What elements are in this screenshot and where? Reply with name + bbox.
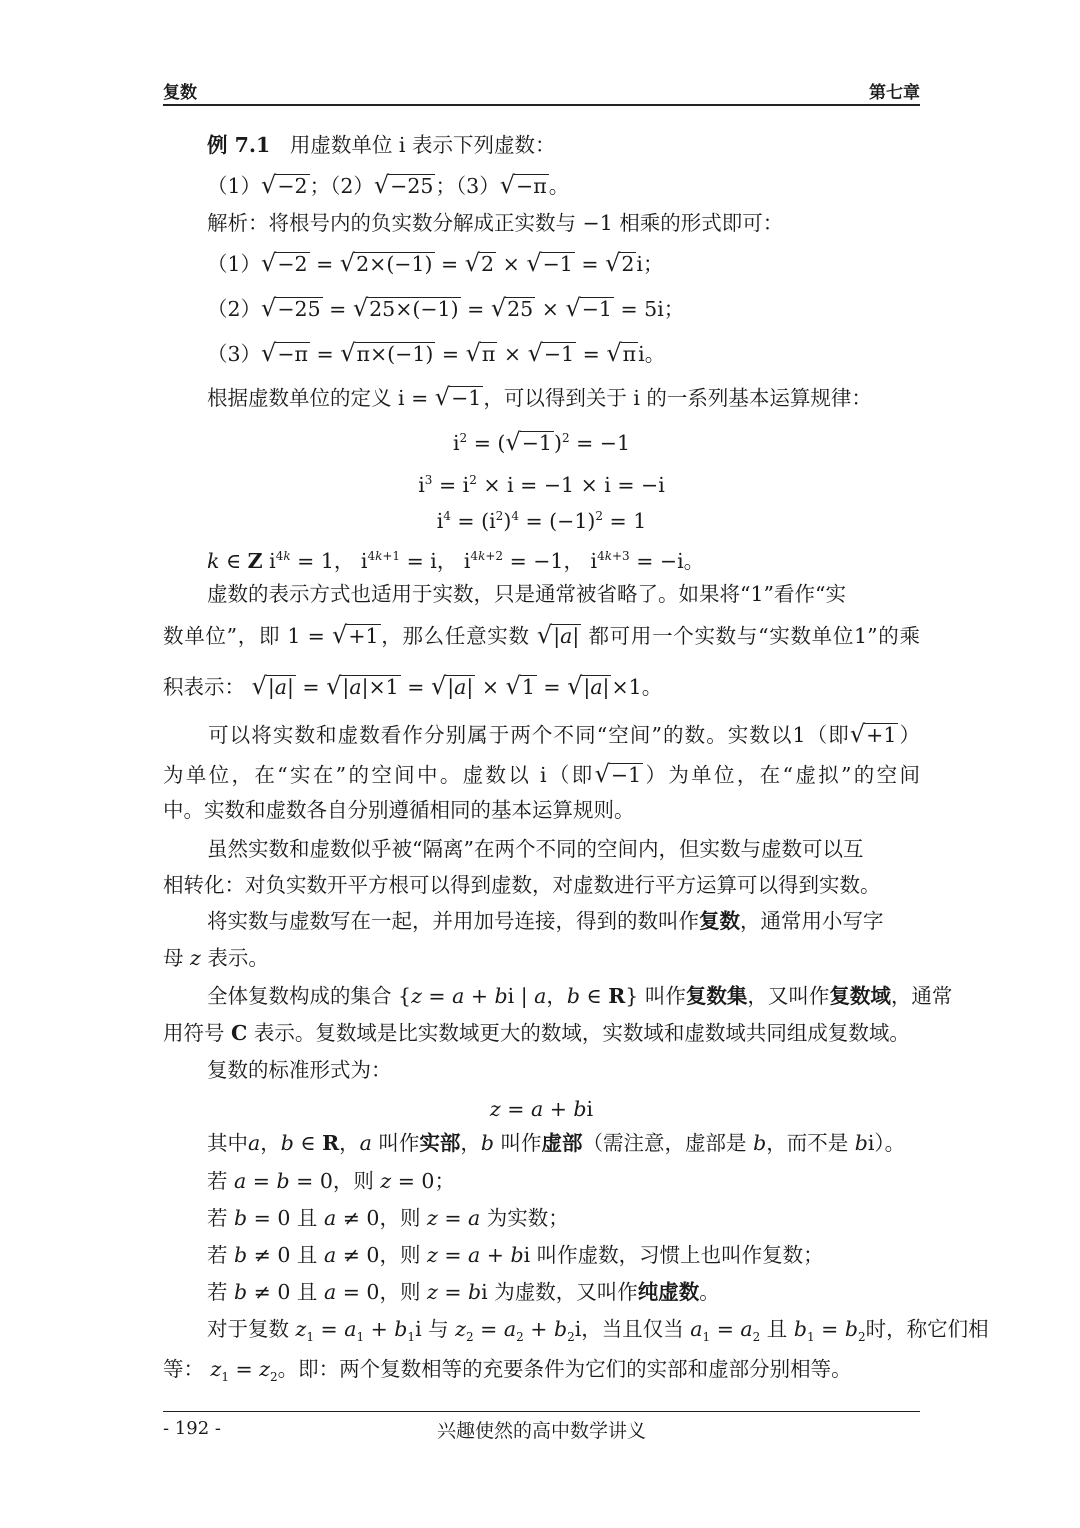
running-footer [163, 1411, 920, 1446]
para-convert-2: 相转化：对负实数开平方根可以得到虚数，对虚数进行平方运算可以得到实数。 [163, 873, 881, 897]
para-convert-1: 虽然实数和虚数似乎被“隔离”在两个不同的空间内，但实数与虚数可以互 [207, 837, 864, 861]
solution-step-2: （2）√−25 = √25×(−1) = √25 × √−1 = 5i； [207, 294, 685, 322]
header-section-title: 复数 [163, 83, 197, 103]
para-real-unit-3: 积表示： √|a| = √|a|×1 = √|a| × √1 = √|a|×1。 [163, 672, 663, 700]
para-complex-set-1: 全体复数构成的集合 {z = a + bi | a，b ∈ R} 叫作复数集，又叫作复数域，通常 [207, 984, 953, 1008]
solution-step-3: （3）√−π = √π×(−1) = √π × √−1 = √πi。 [207, 339, 666, 367]
example-label: 例 7.1 [207, 133, 271, 157]
page-number: - 192 - [163, 1418, 221, 1439]
book-title: 兴趣使然的高中数学讲义 [436, 1420, 646, 1442]
para-space-1: 可以将实数和虚数看作分别属于两个不同“空间”的数。实数以1（即√+1） [207, 720, 920, 748]
para-complex-def-1: 将实数与虚数写在一起，并用加号连接，得到的数叫作复数，通常用小写字 [207, 909, 884, 933]
solution-intro: 解析：将根号内的负实数分解成正实数与 −1 相乘的形式即可： [207, 211, 784, 235]
equality-line-1: 对于复数 $z_1 = a_1 + b_1i$ 与 $z_2 = a_2 + b_2i$，当且仅当 $a_1 = a_2$ 且 $b_1 = b_2$时，称它们相 [207, 1317, 989, 1345]
power-i4: $i^4 = (i^2)^4 = (-1)^2 = 1$ [436, 508, 647, 533]
standard-form-intro: 复数的标准形式为： [207, 1058, 392, 1082]
para-space-2: 为单位，在“实在”的空间中。虚数以 i（即√−1）为单位，在“虚拟”的空间 [163, 760, 920, 788]
header-chapter: 第七章 [869, 83, 920, 103]
para-complex-def-2: 母 z 表示。 [163, 946, 269, 970]
power-rule-line: k ∈ Z $i^{4k} = 1$， $i^{4k+1} = i$， $i^{4k+2} = -1$， $i^{4k+3} = -i$。 [207, 548, 705, 573]
para-real-unit-2: 数单位”，即 1 = √+1，那么任意实数 √|a| 都可用一个实数与“实数单位1”的乘 [163, 621, 920, 649]
solution-step-1: （1）√−2 = √2×(−1) = √2 × √−1 = √2i； [207, 249, 664, 277]
case-pure-imaginary: 若 b ≠ 0 且 a = 0，则 z = bi 为虚数，又叫作纯虚数。 [207, 1280, 720, 1304]
definition-line: 根据虚数单位的定义 i = √−1，可以得到关于 i 的一系列基本运算规律： [207, 383, 872, 411]
case-imaginary: 若 b ≠ 0 且 a ≠ 0，则 z = a + bi 叫作虚数，习惯上也叫作复数； [207, 1243, 824, 1267]
example-items: （1）√−2；（2）√−25；（3）√−π。 [207, 171, 570, 199]
power-i3: $i^3 = i^2 \times i = -1 \times i = -i$ [418, 472, 665, 497]
case-real: 若 b = 0 且 a ≠ 0，则 z = a 为实数； [207, 1206, 569, 1230]
para-space-3: 中。实数和虚数各自分别遵循相同的基本运算规则。 [163, 798, 635, 822]
running-header [163, 76, 920, 106]
power-i2: $i^2 = (√-1)^2 = -1$ [452, 427, 631, 456]
example-title-line [207, 131, 555, 159]
example-prompt: 用虚数单位 i 表示下列虚数： [289, 133, 556, 157]
equality-line-2: 等： $z_1 = z_2$。即：两个复数相等的充要条件为它们的实部和虚部分别相等。 [163, 1357, 852, 1385]
standard-form-formula: z = a + bi [489, 1097, 594, 1121]
case-zero: 若 a = b = 0，则 z = 0； [207, 1169, 455, 1193]
para-real-unit-1: 虚数的表示方式也适用于实数，只是通常被省略了。如果将“1”看作“实 [207, 582, 846, 606]
para-complex-set-2: 用符号 C 表示。复数域是比实数域更大的数域，实数域和虚数域共同组成复数域。 [163, 1021, 910, 1045]
real-imag-part-line: 其中a，b ∈ R，a 叫作实部，b 叫作虚部（需注意，虚部是 b，而不是 bi）。 [207, 1131, 906, 1155]
